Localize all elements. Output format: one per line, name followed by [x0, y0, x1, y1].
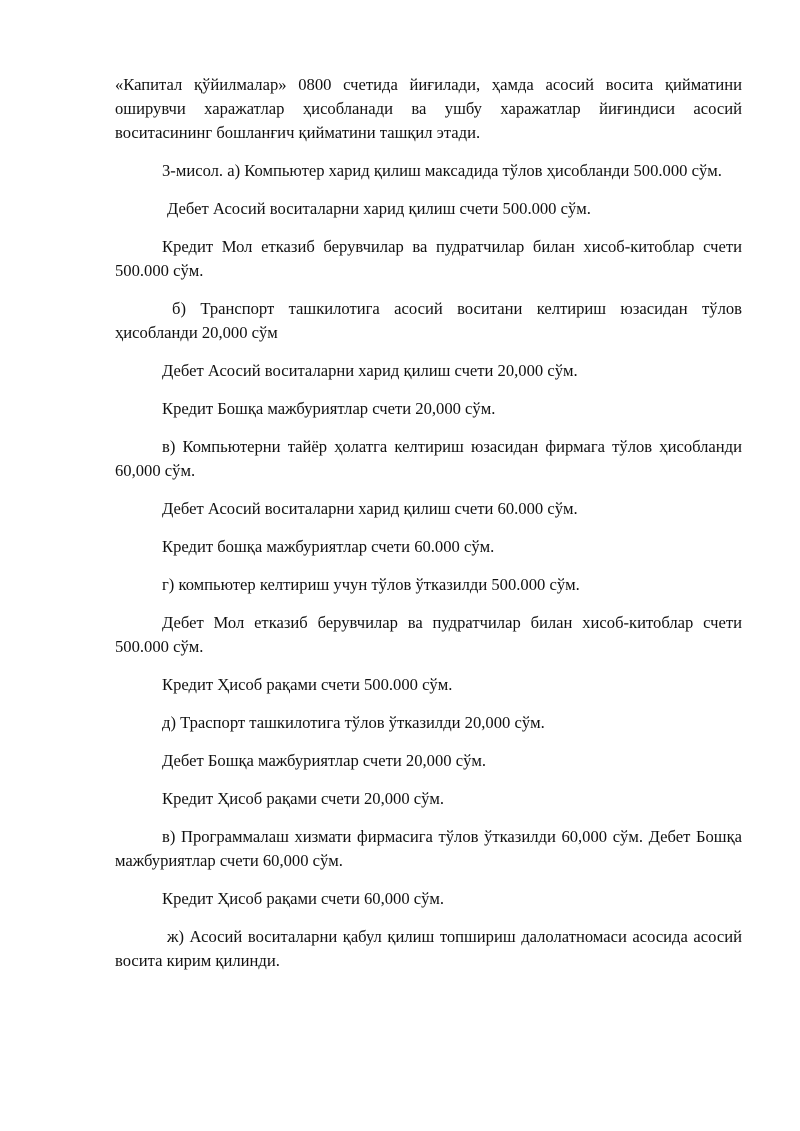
- paragraph-credit-5: Кредит Ҳисоб рақами счети 20,000 сўм.: [162, 789, 445, 808]
- paragraph-debit-4: Дебет Мол етказиб берувчилар ва пудратчилар билан хисоб-китоблар счети 500.000 сўм.: [115, 613, 742, 656]
- paragraph-example-3a: 3-мисол. а) Компьютер харид қилиш максадида тўлов ҳисобланди 500.000 сўм.: [162, 161, 722, 180]
- paragraph-debit-2: Дебет Асосий воситаларни харид қилиш счети 20,000 сўм.: [162, 361, 578, 380]
- paragraph-example-3g: г) компьютер келтириш учун тўлов ўтказилди 500.000 сўм.: [162, 575, 580, 594]
- paragraph-example-3v2: в) Программалаш хизмати фирмасига тўлов ўтказилди 60,000 сўм. Дебет Бошқа мажбуриятлар счети 60,000 сўм.: [115, 827, 742, 870]
- paragraph-debit-1: Дебет Асосий воситаларни харид қилиш счети 500.000 сўм.: [167, 199, 591, 218]
- paragraph-example-3v: в) Компьютерни тайёр ҳолатга келтириш юзасидан фирмага тўлов ҳисобланди 60,000 сўм.: [115, 437, 742, 480]
- paragraph-example-3d: д) Траспорт ташкилотига тўлов ўтказилди 20,000 сўм.: [162, 713, 545, 732]
- paragraph-intro: «Капитал қўйилмалар» 0800 счетида йиғилади, ҳамда асосий восита қийматини оширувчи харажатлар ҳисобланади ва ушбу харажатлар йиғиндиси асосий воситасининг бошланғич қийматини ташқил этади.: [115, 75, 742, 142]
- paragraph-example-3zh: ж) Асосий воситаларни қабул қилиш топшириш далолатномаси асосида асосий восита кирим қилинди.: [115, 927, 742, 970]
- paragraph-debit-3: Дебет Асосий воситаларни харид қилиш счети 60.000 сўм.: [162, 499, 578, 518]
- document-body: [115, 73, 742, 987]
- paragraph-example-3b: б) Транспорт ташкилотига асосий воситани келтириш юзасидан тўлов ҳисобланди 20,000 сўм: [115, 299, 742, 342]
- paragraph-credit-6: Кредит Ҳисоб рақами счети 60,000 сўм.: [162, 889, 445, 908]
- paragraph-credit-2: Кредит Бошқа мажбуриятлар счети 20,000 сўм.: [162, 399, 496, 418]
- paragraph-debit-5: Дебет Бошқа мажбуриятлар счети 20,000 сўм.: [162, 751, 487, 770]
- paragraph-credit-4: Кредит Ҳисоб рақами счети 500.000 сўм.: [162, 675, 453, 694]
- paragraph-credit-1: Кредит Мол етказиб берувчилар ва пудратчилар билан хисоб-китоблар счети 500.000 сўм.: [115, 237, 742, 280]
- paragraph-credit-3: Кредит бошқа мажбуриятлар счети 60.000 сўм.: [162, 537, 495, 556]
